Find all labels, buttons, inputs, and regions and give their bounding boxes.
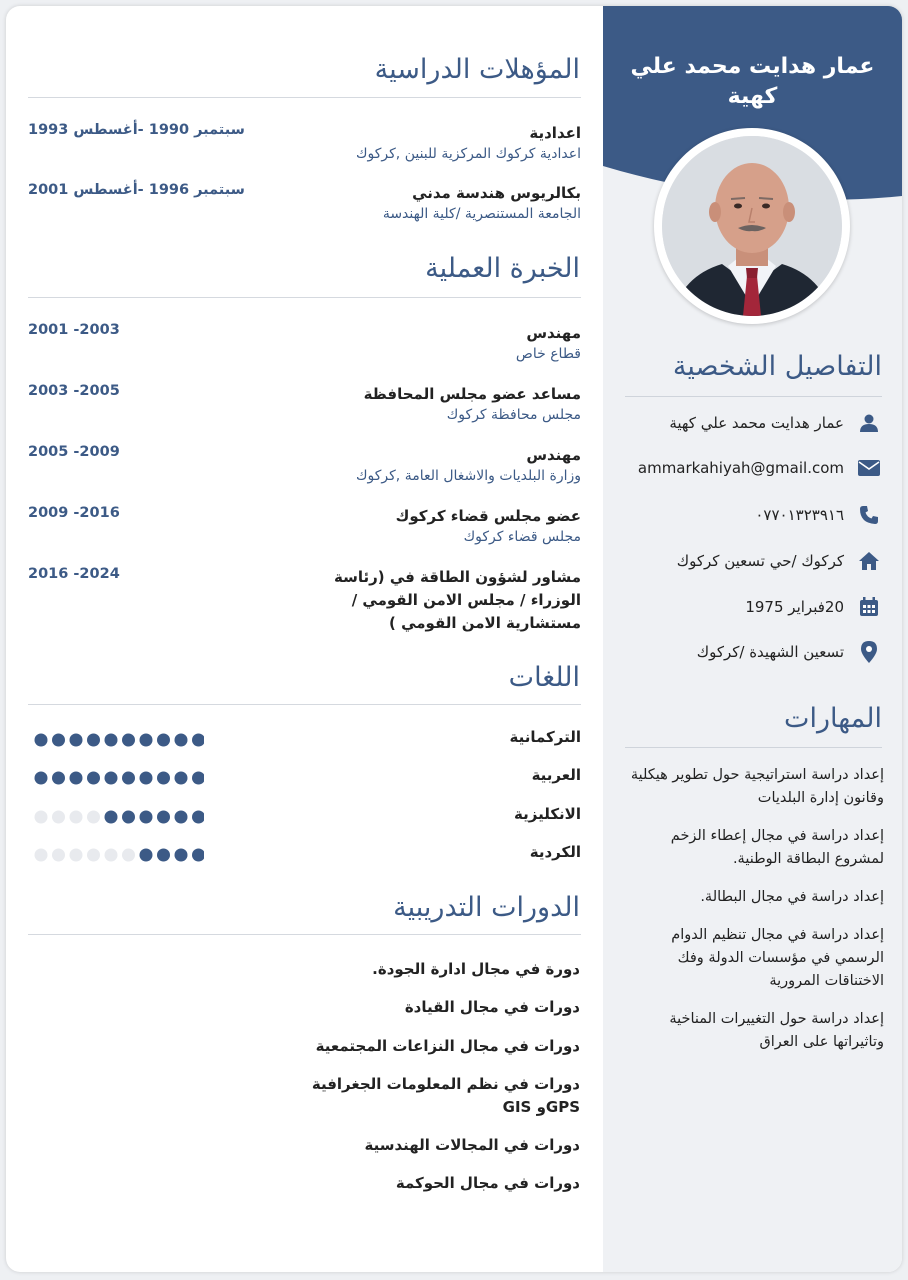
level-dot-empty [122,849,135,862]
course-item: دورات في المجالات الهندسية [364,1136,580,1154]
level-dot-filled [140,811,153,824]
level-dot-filled [175,849,188,862]
detail-phone [623,500,882,530]
divider [625,747,882,748]
entry-title: بكالريوس هندسة مدني [412,184,581,202]
resume-page [6,6,902,1272]
level-dot-filled [122,772,135,785]
person-name: عمار هدايت محمد علي كهية [630,54,875,109]
divider [28,297,581,298]
divider [28,97,581,98]
entry-date: سبتمبر 1996 -أغسطس 2001 [28,182,245,198]
entry-title: مهندس [526,446,581,464]
detail-text: كركوك /حي تسعين كركوك [676,552,844,570]
experience-entry [28,322,581,366]
entry-title: مساعد عضو مجلس المحافظة [363,385,581,403]
sidebar [603,6,902,1272]
entry-date: 2009 -2016 [28,505,120,521]
language-row [28,843,581,867]
level-dot-filled [52,734,65,747]
entry-subtitle: قطاع خاص [515,346,581,362]
language-name: العربية [531,766,581,784]
divider [28,704,581,705]
detail-text: 20فبراير 1975 [745,598,844,616]
experience-title: الخبرة العملية [425,253,580,284]
level-dot-empty [87,849,100,862]
level-dot-empty [35,811,48,824]
entry-title: اعدادية [529,124,581,142]
detail-birthdate [623,592,882,622]
languages-title: اللغات [508,662,580,693]
education-title: المؤهلات الدراسية [374,54,580,85]
detail-text: عمار هدايت محمد علي كهية [669,414,844,432]
experience-entry [28,444,581,488]
level-dot-filled [175,734,188,747]
entry-subtitle: الجامعة المستنصرية /كلية الهندسة [382,206,581,222]
level-dot-filled [175,811,188,824]
skill-item: إعداد دراسة حول التغييرات المناخية وتاثيراتها على العراق [669,1011,884,1050]
language-level-dots [34,733,204,747]
detail-text: ٠٧٧٠١٣٢٣٩١٦ [755,506,844,524]
language-level-dots [34,848,204,862]
entry-subtitle: مجلس محافظة كركوك [446,407,581,423]
personal-details-title: التفاصيل الشخصية [672,351,882,382]
entry-subtitle: مجلس قضاء كركوك [463,529,581,545]
profile-photo [662,136,842,316]
level-dot-filled [192,734,204,747]
level-dot-filled [157,849,170,862]
language-level-dots [34,810,204,824]
level-dot-filled [192,849,204,862]
level-dot-empty [105,849,118,862]
level-dot-filled [192,811,204,824]
entry-date: 2003 -2005 [28,383,120,399]
detail-name [623,408,882,438]
language-row [28,805,581,829]
level-dot-filled [157,772,170,785]
level-dot-filled [35,772,48,785]
entry-date: 2005 -2009 [28,444,120,460]
language-name: التركمانية [509,728,581,746]
email-link[interactable]: ammarkahiyah@gmail.com [637,459,844,477]
level-dot-filled [140,849,153,862]
language-name: الانكليزية [514,805,581,823]
phone-icon [856,502,882,528]
entry-date: 2001 -2003 [28,322,120,338]
level-dot-empty [70,811,83,824]
skill-item: إعداد دراسة في مجال إعطاء الزخم لمشروع البطاقة الوطنية. [670,828,884,867]
divider [625,396,882,397]
education-entry [28,182,581,226]
level-dot-filled [70,772,83,785]
level-dot-filled [192,772,204,785]
entry-subtitle: اعدادية كركوك المركزية للبنين ,كركوك [355,146,581,162]
level-dot-filled [140,772,153,785]
entry-title: عضو مجلس قضاء كركوك [395,507,581,525]
detail-location [623,637,882,667]
level-dot-filled [70,734,83,747]
level-dot-empty [70,849,83,862]
level-dot-filled [122,734,135,747]
language-row [28,728,581,752]
level-dot-empty [52,849,65,862]
level-dot-filled [87,772,100,785]
level-dot-filled [140,734,153,747]
detail-text: تسعين الشهيدة /كركوك [696,643,844,661]
experience-entry [28,383,581,427]
detail-address [623,546,882,576]
entry-date: سبتمبر 1990 -أغسطس 1993 [28,122,245,138]
entry-date: 2016 -2024 [28,566,120,582]
entry-title: مشاور لشؤون الطاقة في (رئاسة الوزراء / مجلس الامن القومي /مستشارية الامن القومي ) [334,568,581,632]
level-dot-empty [87,811,100,824]
envelope-icon [856,455,882,481]
course-item: دورة في مجال ادارة الجودة. [372,960,580,978]
calendar-icon [856,594,882,620]
level-dot-filled [35,734,48,747]
education-entry [28,122,581,166]
level-dot-filled [87,734,100,747]
course-item: دورات في نظم المعلومات الجغرافية GPSو GIS [311,1075,580,1116]
location-pin-icon [856,639,882,665]
skill-item: إعداد دراسة في مجال تنظيم الدوام الرسمي في مؤسسات الدولة وفك الاختناقات المرورية [671,927,884,989]
level-dot-filled [52,772,65,785]
skill-item: إعداد دراسة في مجال البطالة. [700,889,884,905]
home-icon [856,548,882,574]
level-dot-filled [175,772,188,785]
level-dot-filled [122,811,135,824]
course-item: دورات في مجال الحوكمة [395,1174,580,1192]
language-level-dots [34,771,204,785]
level-dot-empty [35,849,48,862]
user-icon [856,410,882,436]
level-dot-empty [52,811,65,824]
level-dot-filled [157,734,170,747]
course-item: دورات في مجال النزاعات المجتمعية [315,1037,580,1055]
divider [28,934,581,935]
entry-subtitle: وزارة البلديات والاشغال العامة ,كركوك [355,468,581,484]
entry-title: مهندس [526,324,581,342]
profile-photo-frame [654,128,850,324]
level-dot-filled [105,772,118,785]
level-dot-filled [157,811,170,824]
level-dot-filled [105,734,118,747]
language-row [28,766,581,790]
skill-item: إعداد دراسة استراتيجية حول تطوير هيكلية وقانون إدارة البلديات [630,767,884,806]
courses-title: الدورات التدريبية [393,892,580,923]
language-name: الكردية [529,843,581,861]
experience-entry [28,566,581,638]
course-item: دورات في مجال القيادة [404,998,580,1016]
detail-email[interactable] [623,453,882,483]
experience-entry [28,505,581,549]
level-dot-filled [105,811,118,824]
skills-title: المهارات [784,703,882,734]
